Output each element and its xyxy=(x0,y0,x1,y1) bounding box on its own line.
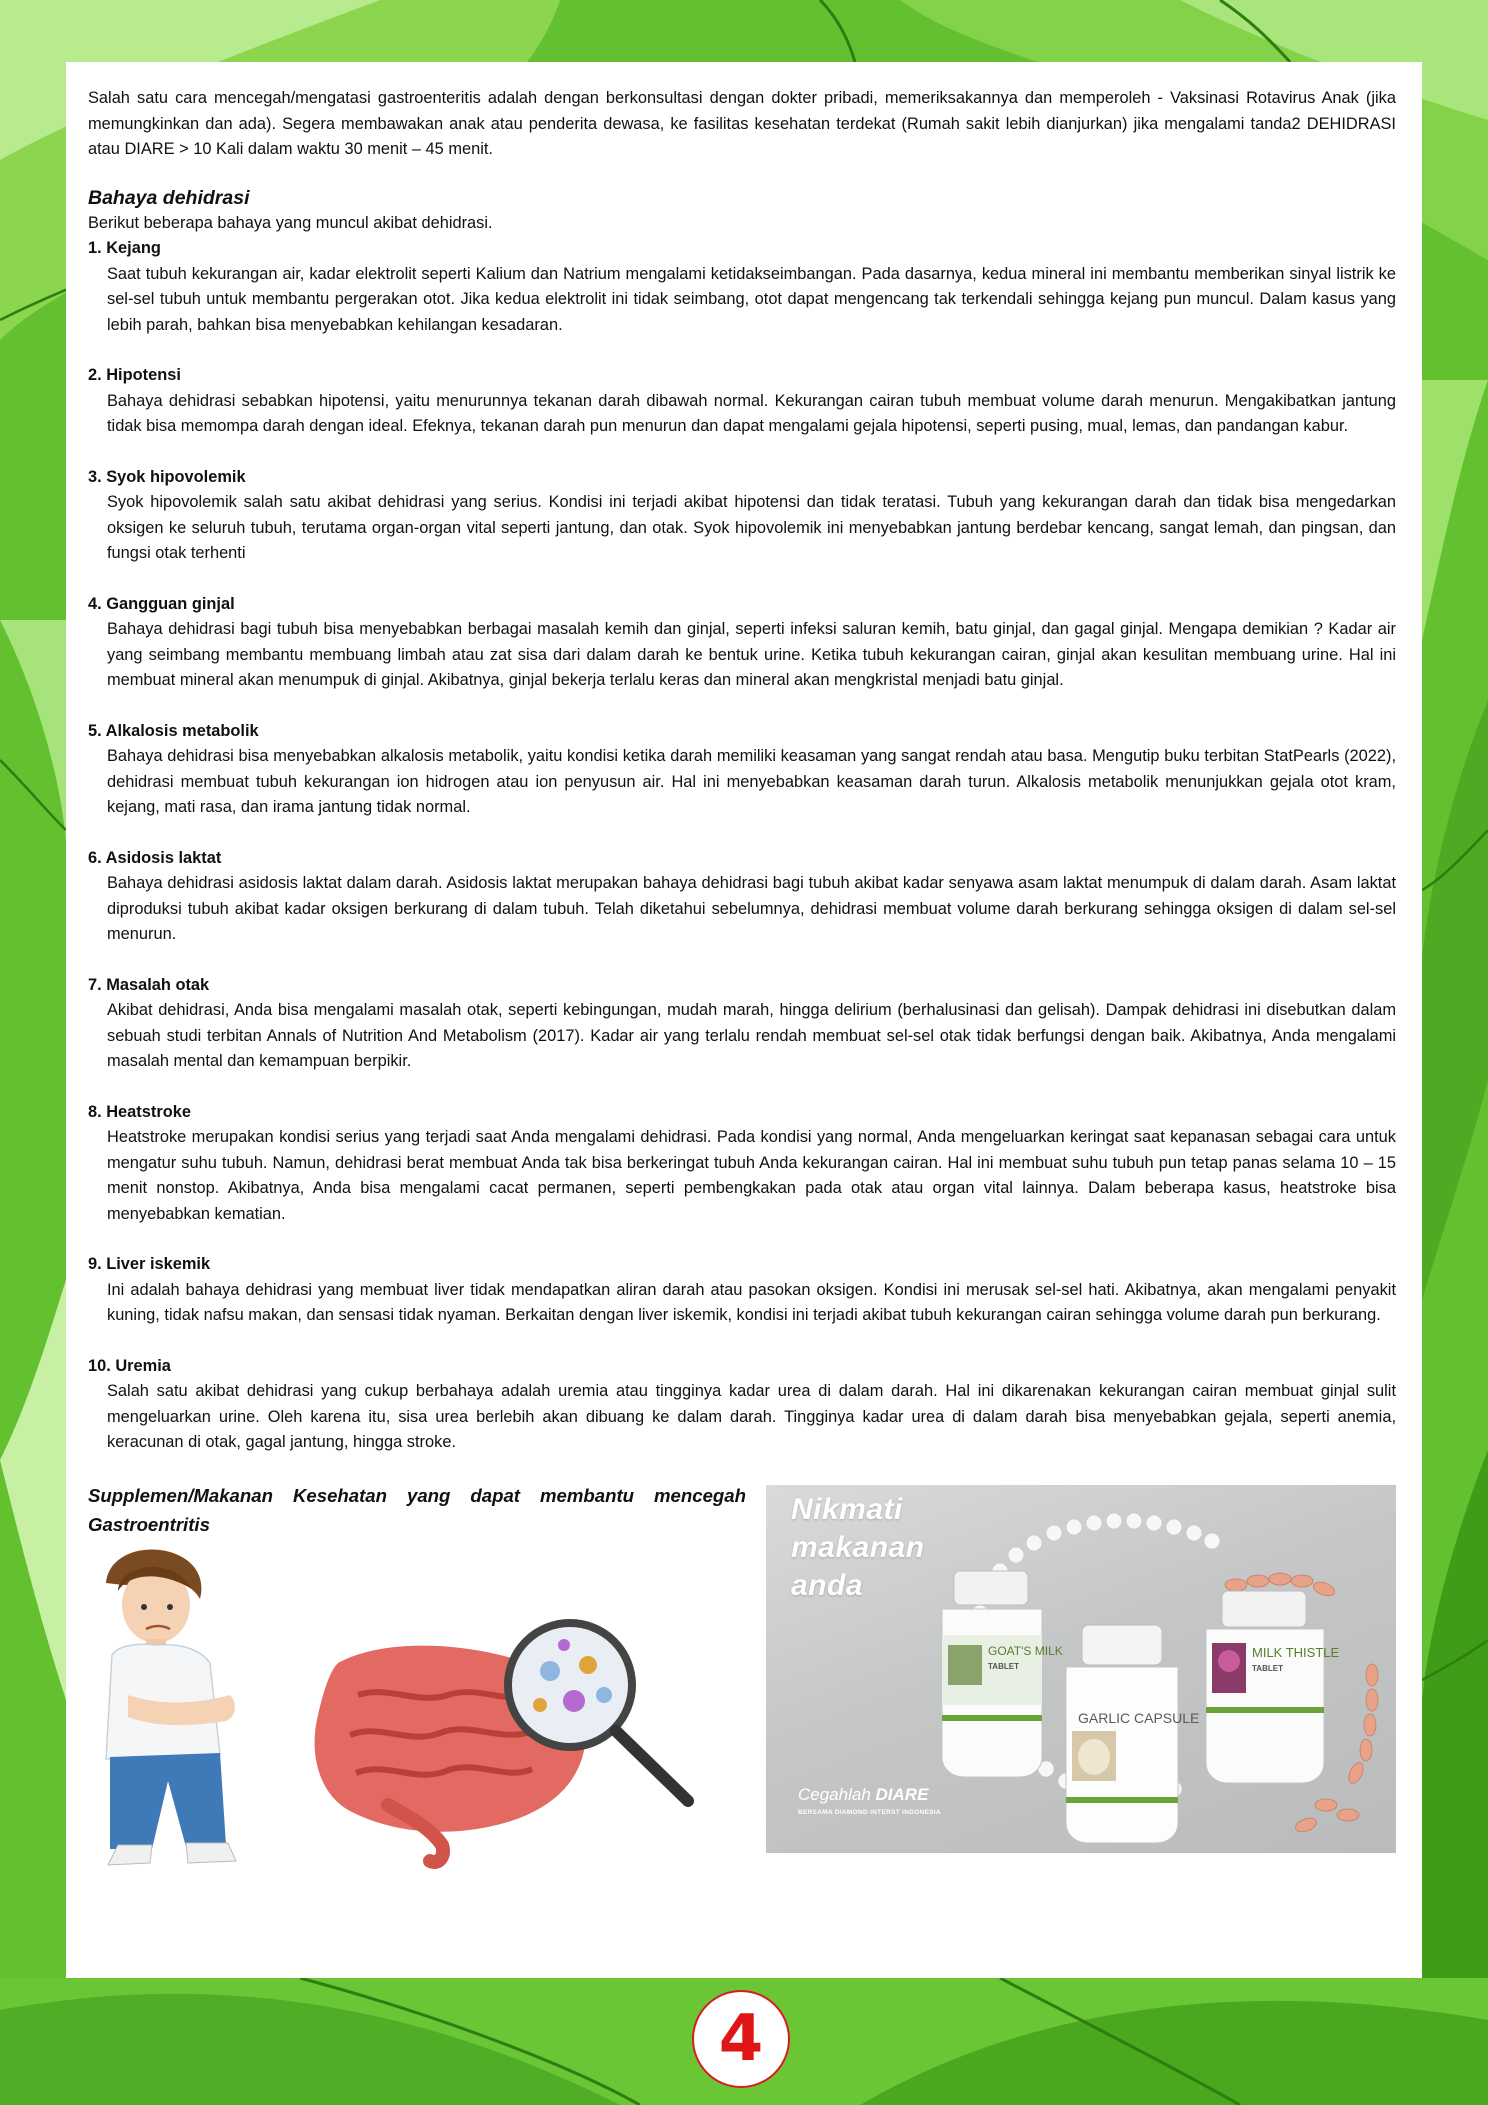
hazard-body: Syok hipovolemik salah satu akibat dehidrasi yang serius. Kondisi ini terjadi akibat hipotensi dan tidak teratasi. Tubuh yang kekurangan darah dan tidak bisa mengedarkan oksigen ke seluruh tubuh, terutama organ-organ vital seperti jantung, dan otak. Syok hipovolemik ini menyebabkan jantung berdebar kencang, sangat lemah, dan pingsan, dan fungsi otak terhenti xyxy=(107,493,1396,562)
supplement-title: Supplemen/Makanan Kesehatan yang dapat membantu mencegah Gastroentritis xyxy=(88,1484,746,1535)
section-subtitle: Berikut beberapa bahaya yang muncul akibat dehidrasi. xyxy=(88,213,493,232)
hazard-item-kejang xyxy=(88,236,1396,338)
hazard-body: Bahaya dehidrasi bisa menyebabkan alkalosis metabolik, yaitu kondisi ketika darah memiliki keasaman yang sangat rendah atau basa. Mengutip buku terbitan StatPearls (2022), dehidrasi membuat tubuh kekurangan ion hidrogen atau ion penyusun air. Hal ini menyebabkan keasaman darah turun. Alkalosis metabolik menunjukkan gejala otot kram, kejang, mati rasa, dan irama jantung tidak normal. xyxy=(107,747,1396,816)
ad-headline-line: makanan xyxy=(791,1530,925,1564)
boy-figure xyxy=(106,1549,236,1865)
ad-cta-emphasis: DIARE xyxy=(875,1784,929,1804)
supplement-section xyxy=(88,1481,1396,1881)
milk-thistle-bottle xyxy=(1206,1591,1340,1783)
content-panel xyxy=(66,62,1422,1978)
hazard-item-masalah-otak xyxy=(88,973,1396,1075)
section-title: Bahaya dehidrasi xyxy=(88,186,250,209)
ad-subline: BERSAMA DIAMOND INTERST INDONESIA xyxy=(798,1808,941,1816)
hazard-body: Bahaya dehidrasi asidosis laktat dalam darah. Asidosis laktat merupakan bahaya dehidrasi bagi tubuh akibat kadar senyawa asam laktat menumpuk di dalam darah. Asam laktat diproduksi tubuh akibat kadar oksigen berkurang di dalam tubuh. Telah diketahui sebelumnya, dehidrasi membuat volume darah berkurang sehingga oksigen di dalam sel-sel menurun. xyxy=(107,874,1396,943)
hazard-item-hipotensi xyxy=(88,363,1396,440)
page-number-badge: 4 xyxy=(692,1990,790,2088)
hazard-title: 2. Hipotensi xyxy=(88,366,181,384)
hazard-item-liver-iskemik xyxy=(88,1252,1396,1329)
ad-headline xyxy=(791,1491,961,1605)
product-type-label: TABLET xyxy=(988,1661,1019,1671)
hazard-item-syok-hipovolemik xyxy=(88,465,1396,567)
hazard-item-uremia xyxy=(88,1354,1396,1456)
hazard-item-gangguan-ginjal xyxy=(88,592,1396,694)
ad-headline-line: Nikmati xyxy=(791,1492,903,1526)
hazard-title: 9. Liver iskemik xyxy=(88,1255,211,1273)
hazard-item-asidosis-laktat xyxy=(88,846,1396,948)
stomach-ache-illustration xyxy=(88,1545,748,1875)
hazard-title: 8. Heatstroke xyxy=(88,1102,191,1121)
hazard-title: 5. Alkalosis metabolik xyxy=(88,721,259,740)
ad-call-to-action xyxy=(798,1785,928,1805)
intro-paragraph: Salah satu cara mencegah/mengatasi gastroenteritis adalah dengan berkonsultasi dengan dokter pribadi, memeriksakannya dan memperoleh - Vaksinasi Rotavirus Anak (jika memungkinkan dan ada). Segera membawakan anak atau penderita dewasa, ke fasilitas kesehatan terdekat (Rumah sakit lebih dianjurkan) jika mengalami tanda2 DEHIDRASI atau DIARE > 10 Kali dalam waktu 30 menit – 45 menit. xyxy=(88,89,1396,158)
hazard-body: Saat tubuh kekurangan air, kadar elektrolit seperti Kalium dan Natrium mengalami ketidakseimbangan. Pada dasarnya, kedua mineral ini membantu memberikan sinyal listrik ke sel-sel tubuh untuk membantu pergerakan otot. Jika kedua elektrolit ini tidak seimbang, otot dapat mengencang tak terkendali sehingga kejang pun muncul. Dalam kasus yang lebih parah, bahkan bisa menyebabkan kehilangan kesadaran. xyxy=(107,264,1396,334)
hazard-item-alkalosis-metabolik xyxy=(88,719,1396,821)
hazard-body: Ini adalah bahaya dehidrasi yang membuat liver tidak mendapatkan aliran darah atau pasokan oksigen. Kondisi ini merusak sel-sel hati. Akibatnya, akan mengalami penyakit kuning, tidak nafsu makan, dan sensasi tidak nyaman. Berkaitan dengan liver iskemik, kondisi ini terjadi akibat tubuh kekurangan cairan sehingga volume darah pun berkurang. xyxy=(107,1280,1396,1324)
ad-cta-prefix: Cegahlah xyxy=(798,1784,876,1804)
hazard-title: 1. Kejang xyxy=(88,239,161,257)
hazard-item-heatstroke xyxy=(88,1100,1396,1228)
hazard-body: Bahaya dehidrasi sebabkan hipotensi, yaitu menurunnya tekanan darah dibawah normal. Kekurangan cairan tubuh membuat volume darah menurun. Mengakibatkan jantung tidak bisa memompa darah dengan ideal. Efeknya, tekanan darah pun menurun dan dapat mengalami gejala hipotensi, seperti pusing, mual, lemas, dan pandangan kabur. xyxy=(107,391,1396,435)
product-label: GARLIC CAPSULE xyxy=(1078,1709,1200,1726)
hazard-title: 6. Asidosis laktat xyxy=(88,848,222,867)
garlic-capsule-bottle xyxy=(1066,1625,1199,1843)
ad-headline-line: anda xyxy=(791,1568,864,1602)
hazard-title: 7. Masalah otak xyxy=(88,975,210,994)
hazard-body: Salah satu akibat dehidrasi yang cukup berbahaya adalah uremia atau tingginya kadar urea di dalam darah. Hal ini dikarenakan kekurangan cairan membuat ginjal sulit mengeluarkan urine. Oleh karena itu, sisa urea berlebih akan dibuang ke dalam darah. Tingginya kadar urea di dalam darah bisa menyebabkan gejala, seperti anemia, keracunan di otak, gagal jantung, hingga stroke. xyxy=(107,1382,1396,1451)
product-label: GOAT'S MILK xyxy=(988,1643,1063,1658)
hazard-body: Bahaya dehidrasi bagi tubuh bisa menyebabkan berbagai masalah kemih dan ginjal, seperti infeksi saluran kemih, batu ginjal, dan gagal ginjal. Mengapa demikian ? Kadar air yang seimbang membantu membuang limbah atau zat sisa dari dalam darah ke bentuk urine. Ketika tubuh kekurangan cairan, ginjal akan kesulitan membuang urine. Hal ini membuat mineral akan menumpuk di ginjal. Akibatnya, ginjal bekerja terlalu keras dan mineral akan mengkristal menjadi batu ginjal. xyxy=(107,620,1396,689)
hazard-title: 3. Syok hipovolemik xyxy=(88,467,246,486)
hazard-body: Heatstroke merupakan kondisi serius yang terjadi saat Anda mengalami dehidrasi. Pada kondisi yang normal, Anda mengeluarkan keringat saat kepanasan sebagai cara untuk mengatur suhu tubuh. Namun, dehidrasi berat membuat Anda tak bisa berkeringat tubuh Anda kekurangan cairan. Hal ini membuat suhu tubuh pun tetap panas selama 10 – 15 menit nonstop. Akibatnya, Anda bisa mengalami cacat permanen, seperti pembengkakan pada otak atau organ vital lainnya. Dalam beberapa kasus, heatstroke bisa menyebabkan kematian. xyxy=(107,1128,1396,1223)
product-type-label: TABLET xyxy=(1252,1663,1283,1673)
hazard-title: 4. Gangguan ginjal xyxy=(88,594,235,613)
product-label: MILK THISTLE xyxy=(1252,1644,1340,1660)
hazard-title: 10. Uremia xyxy=(88,1356,171,1375)
hazard-body: Akibat dehidrasi, Anda bisa mengalami masalah otak, seperti kebingungan, mudah marah, hingga delirium (berhalusinasi dan gelisah). Dampak dehidrasi ini disebutkan dalam sebuah studi terbitan Annals of Nutrition And Metabolism (2017). Kadar air yang terlalu rendah membuat sel-sel otak tidak berfungsi dengan baik. Akibatnya, Anda mengalami masalah mental dan kemampuan berpikir. xyxy=(107,1001,1396,1070)
supplement-ad-image xyxy=(766,1485,1396,1853)
